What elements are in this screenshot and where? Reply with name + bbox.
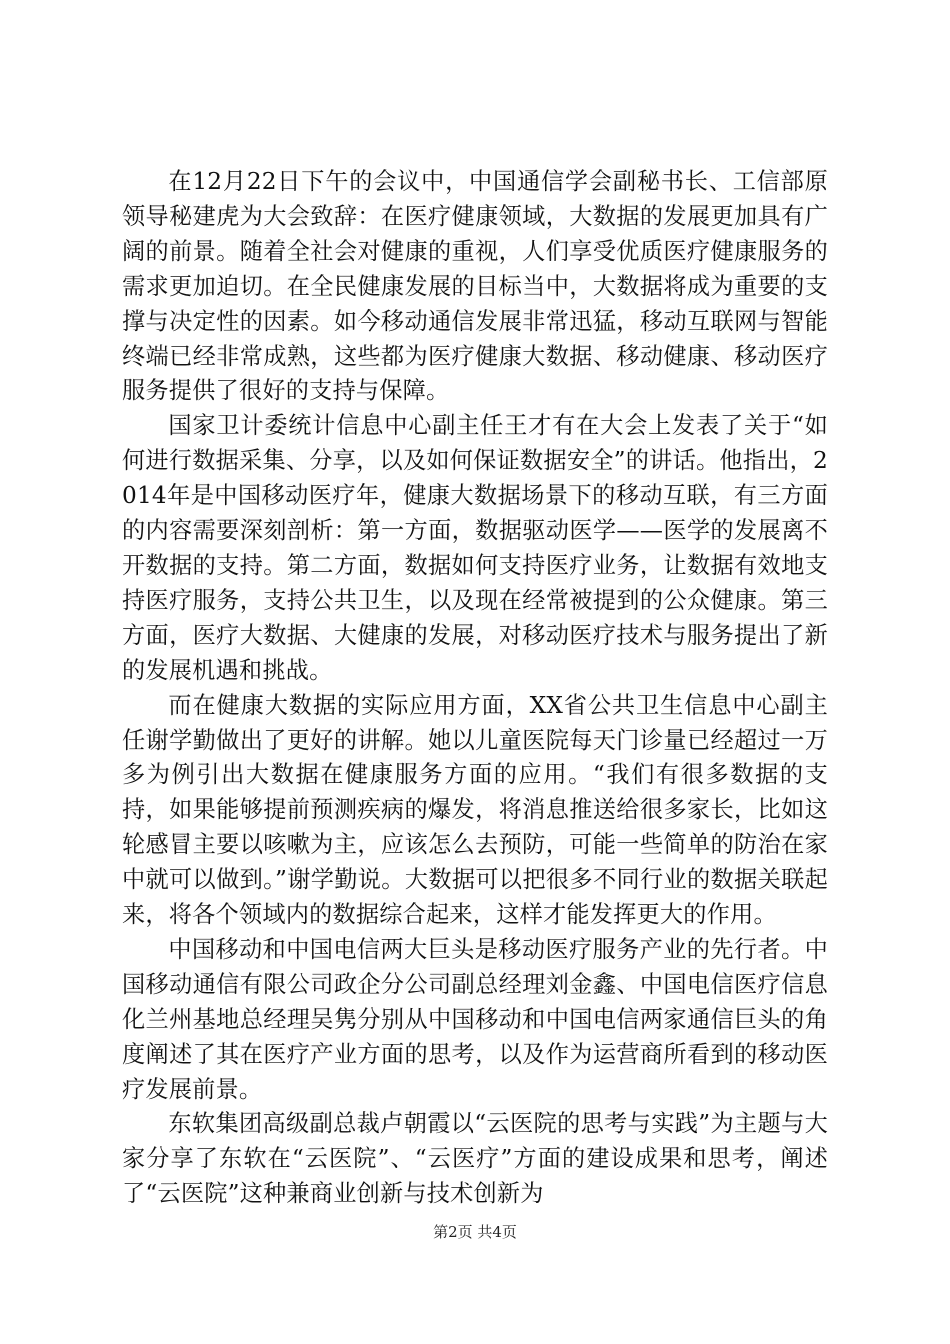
- paragraph-3: 而在健康大数据的实际应用方面，XX省公共卫生信息中心副主任谢学勤做出了更好的讲解。她以儿童医院每天门诊量已经超过一万多为例引出大数据在健康服务方面的应用。“我们有很多数据的支持，如果能够提前预测疾病的爆发，将消息推送给很多家长，比如这轮感冒主要以咳嗽为主，应该怎么去预防，可能一些简单的防治在家中就可以做到。”谢学勤说。大数据可以把很多不同行业的数据关联起来，将各个领域内的数据综合起来，这样才能发挥更大的作用。: [122, 691, 828, 929]
- paragraph-2: 国家卫计委统计信息中心副主任王才有在大会上发表了关于“如何进行数据采集、分享，以及如何保证数据安全”的讲话。他指出，2014年是中国移动医疗年，健康大数据场景下的移动互联，有三方面的内容需要深刻剖析：第一方面，数据驱动医学——医学的发展离不开数据的支持。第二方面，数据如何支持医疗业务，让数据有效地支持医疗服务，支持公共卫生，以及现在经常被提到的公众健康。第三方面，医疗大数据、大健康的发展，对移动医疗技术与服务提出了新的发展机遇和挑战。: [122, 412, 828, 684]
- page-number-footer: 第2页 共4页: [433, 1223, 517, 1241]
- paragraph-5: 东软集团高级副总裁卢朝霞以“云医院的思考与实践”为主题与大家分享了东软在“云医院”、“云医疗”方面的建设成果和思考，阐述了“云医院”这种兼商业创新与技术创新为: [122, 1110, 828, 1208]
- paragraph-4: 中国移动和中国电信两大巨头是移动医疗服务产业的先行者。中国移动通信有限公司政企分公司副总经理刘金鑫、中国电信医疗信息化兰州基地总经理吴隽分别从中国移动和中国电信两家通信巨头的角度阐述了其在医疗产业方面的思考，以及作为运营商所看到的移动医疗发展前景。: [122, 935, 828, 1103]
- document-body: [122, 165, 828, 1212]
- paragraph-1: 在12月22日下午的会议中，中国通信学会副秘书长、工信部原领导秘建虎为大会致辞：在医疗健康领域，大数据的发展更加具有广阔的前景。随着全社会对健康的重视，人们享受优质医疗健康服务的需求更加迫切。在全民健康发展的目标当中，大数据将成为重要的支撑与决定性的因素。如今移动通信发展非常迅猛，移动互联网与智能终端已经非常成熟，这些都为医疗健康大数据、移动健康、移动医疗服务提供了很好的支持与保障。: [122, 168, 828, 405]
